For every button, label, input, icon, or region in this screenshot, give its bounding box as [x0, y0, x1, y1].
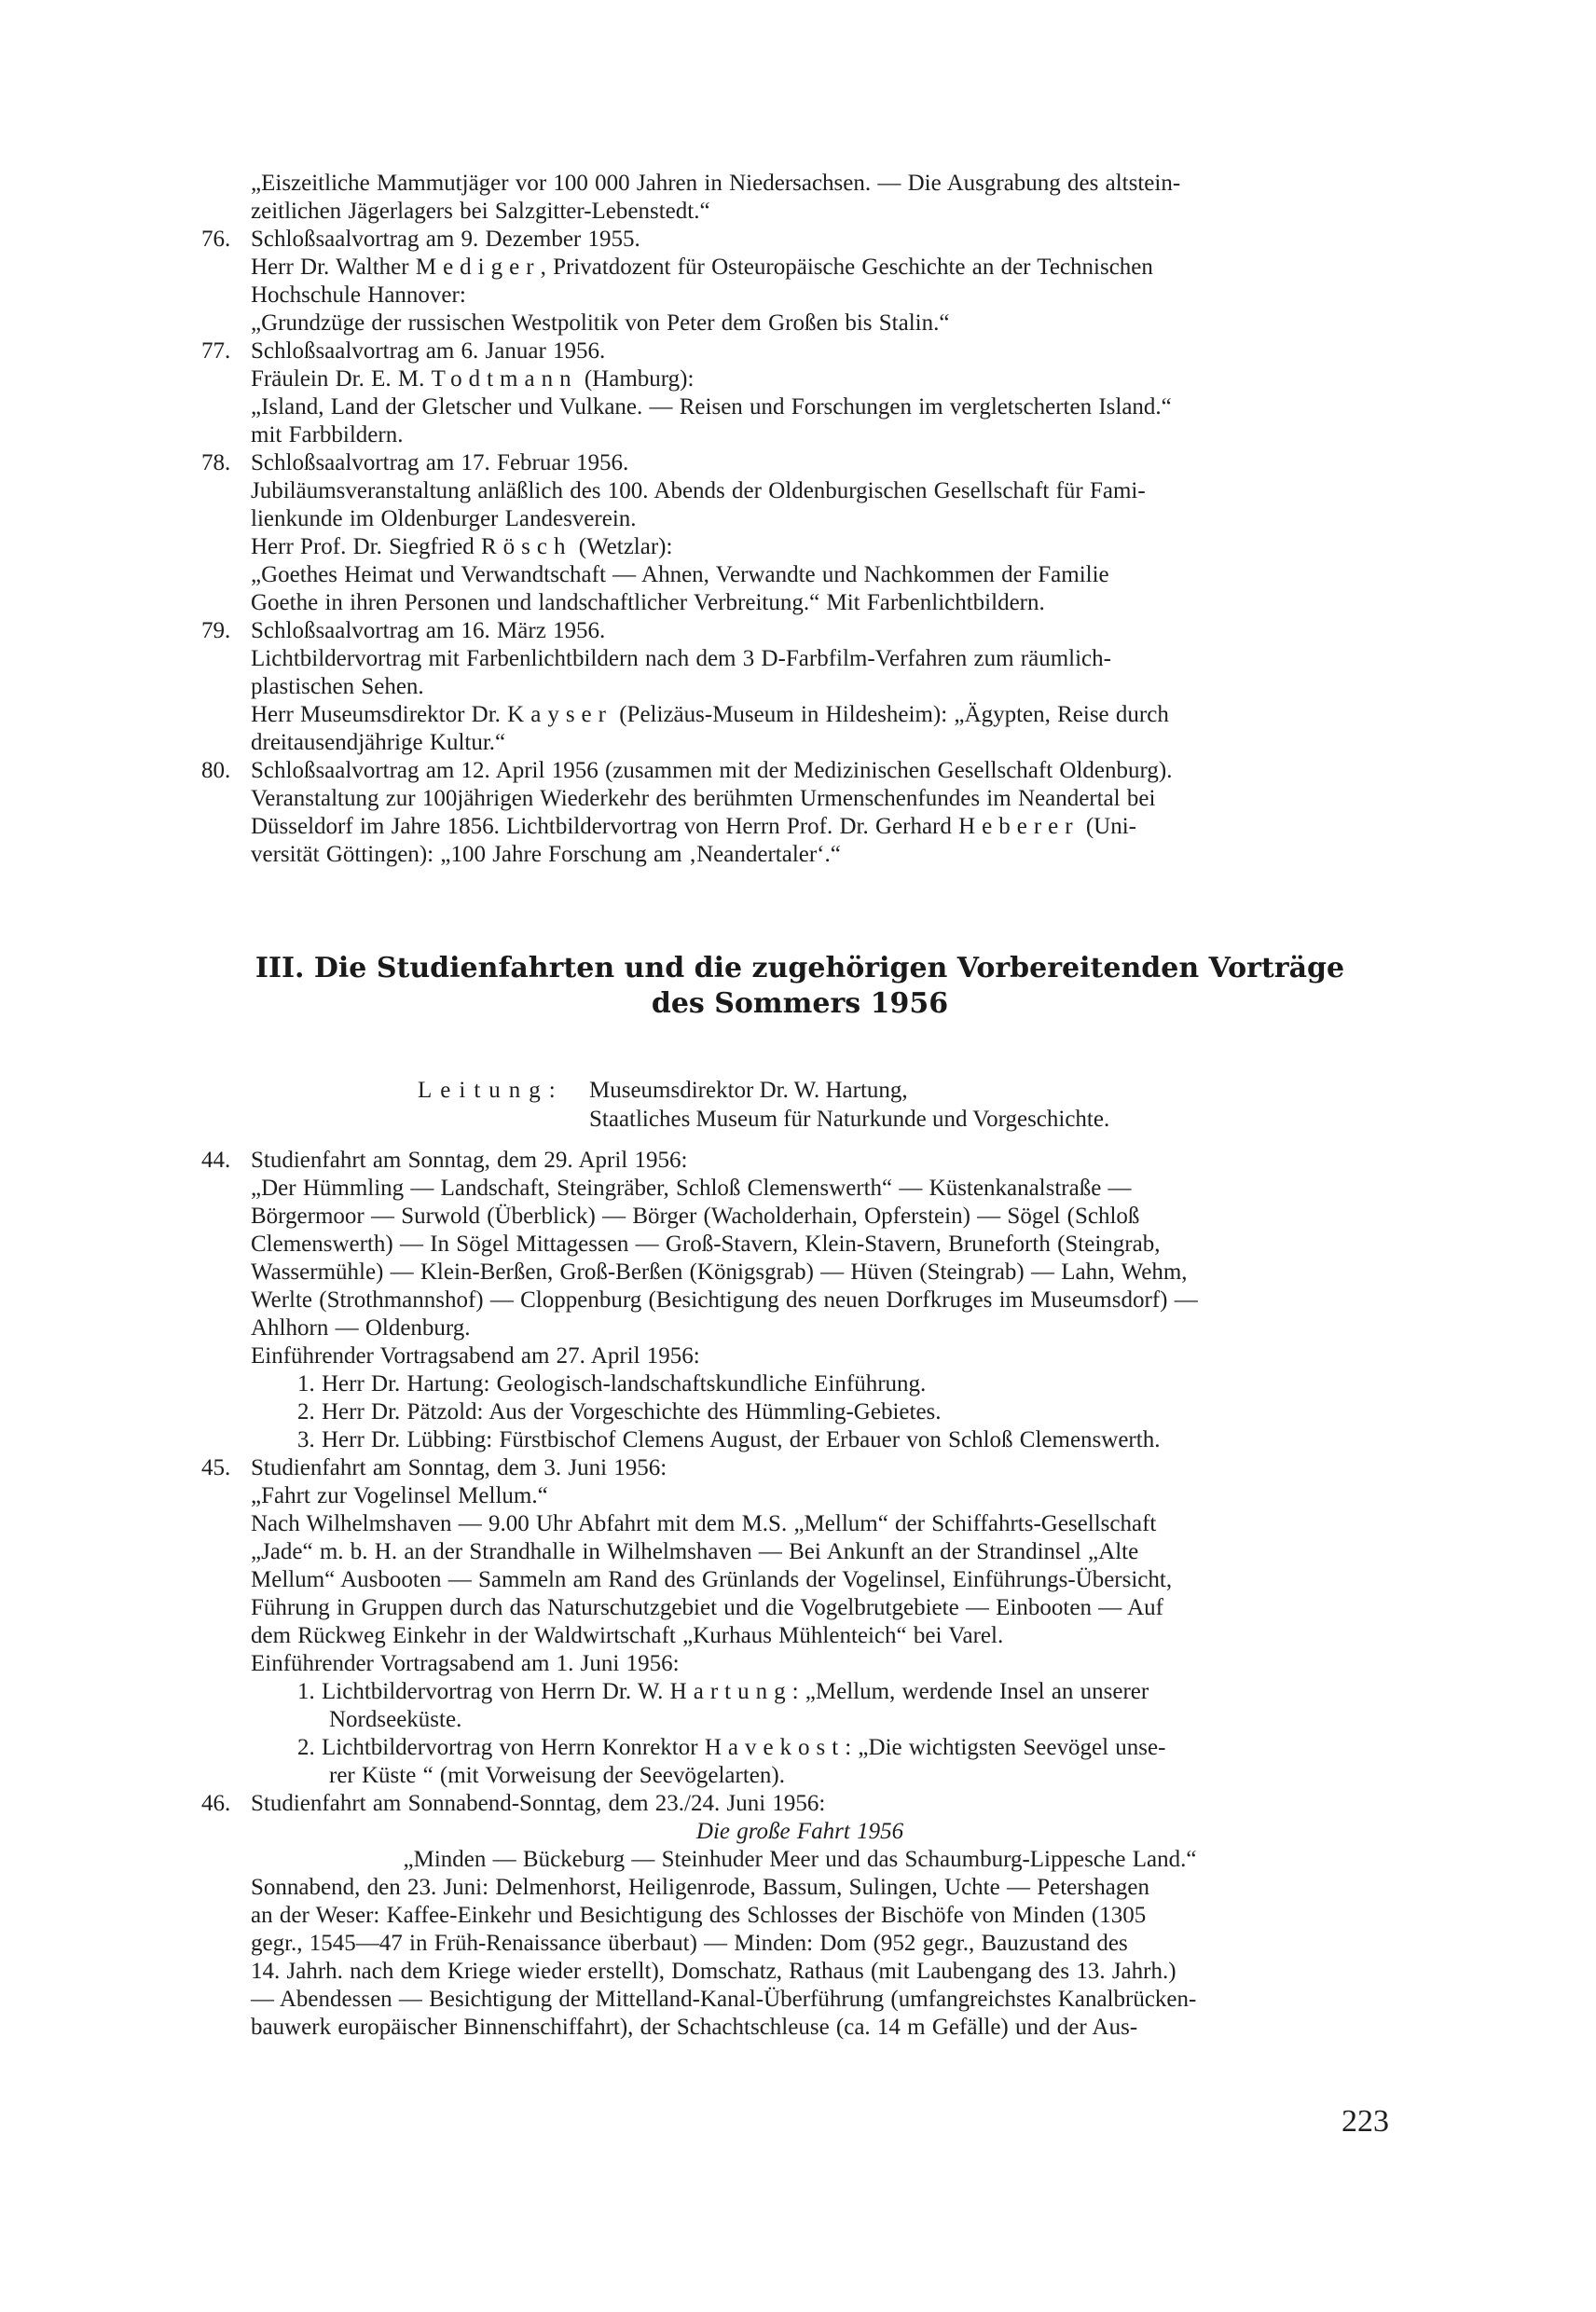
speaker-name: Rösch	[481, 534, 572, 559]
line-text: Sonnabend, den 23. Juni: Delmenhorst, Heiligenrode, Bassum, Sulingen, Uchte — Petershagen	[251, 1875, 1150, 1900]
text-line	[201, 701, 1398, 729]
speaker-name: Todtmann	[431, 366, 578, 392]
line-text	[251, 533, 672, 561]
line-text: Mellum“ Ausbooten — Sammeln am Rand des Grünlands der Vogelinsel, Einführungs-Übersicht,	[251, 1567, 1173, 1592]
line-text: zeitlichen Jägerlagers bei Salzgitter-Lebenstedt.“	[251, 199, 710, 224]
text-line	[201, 254, 1398, 282]
line-text: Ahlhorn — Oldenburg.	[251, 1315, 471, 1341]
text-line	[201, 1231, 1398, 1259]
text-line	[201, 1398, 1398, 1426]
section-heading	[201, 951, 1398, 1022]
sub-item	[297, 1678, 1149, 1706]
line-text: „Jade“ m. b. H. an der Strandhalle in Wilhelmshaven — Bei Ankunft an der Strandinsel „Alte	[251, 1539, 1139, 1564]
text-line	[201, 1482, 1398, 1510]
entry-number: 46.	[201, 1791, 231, 1816]
text-line	[201, 1370, 1398, 1398]
line-text: „Eiszeitliche Mammutjäger vor 100 000 Jahren in Niedersachsen. — Die Ausgrabung des altstein-	[251, 171, 1181, 196]
text-line	[201, 198, 1398, 226]
line-text: mit Farbbildern.	[251, 422, 404, 447]
line-text: „Fahrt zur Vogelinsel Mellum.“	[251, 1483, 548, 1508]
lectures-list	[201, 170, 1398, 869]
text-line	[201, 393, 1398, 421]
section-heading-line2: des Sommers 1956	[651, 987, 949, 1020]
line-text: dreitausendjährige Kultur.“	[251, 730, 506, 755]
line-text: Börgermoor — Surwold (Überblick) — Börger (Wacholderhain, Opferstein) — Sögel (Schloß	[251, 1204, 1140, 1229]
line-text: Studienfahrt am Sonnabend-Sonntag, dem 23./24. Juni 1956:	[251, 1791, 826, 1816]
entry-number: 80.	[201, 758, 231, 783]
line-text: Schloßsaalvortrag am 12. April 1956 (zusammen mit der Medizinischen Gesellschaft Oldenburg).	[251, 758, 1173, 783]
line-text: plastischen Sehen.	[251, 674, 424, 699]
text-line	[201, 2014, 1398, 2042]
line-text	[251, 365, 694, 393]
line-text: Wassermühle) — Klein-Berßen, Groß-Berßen (Königsgrab) — Hüven (Steingrab) — Lahn, Wehm,	[251, 1259, 1188, 1285]
text-line	[201, 1538, 1398, 1566]
text-line	[201, 1314, 1398, 1342]
line-text: gegr., 1545—47 in Früh-Renaissance überbaut) — Minden: Dom (952 gegr., Bauzustand des	[251, 1931, 1128, 1956]
entry-number: 77.	[201, 338, 231, 364]
text-line	[201, 282, 1398, 310]
speaker-name: Hartung	[669, 1679, 792, 1704]
text-line	[201, 841, 1398, 869]
line-text-part: Herr Dr. Walther	[251, 255, 416, 280]
line-text: Studienfahrt am Sonntag, dem 3. Juni 1956:	[251, 1455, 667, 1480]
line-text: „Island, Land der Gletscher und Vulkane. — Reisen und Forschungen im vergletscherten Island.“	[251, 394, 1172, 420]
text-line	[201, 1454, 1398, 1482]
sub-item: 3. Herr Dr. Lübbing: Fürstbischof Clemens August, der Erbauer von Schloß Clemenswerth.	[297, 1427, 1161, 1452]
line-text: Clemenswerth) — In Sögel Mittagessen — Groß-Stavern, Klein-Stavern, Bruneforth (Steingrab,	[251, 1232, 1161, 1257]
text-line	[201, 813, 1398, 841]
text-line	[201, 1846, 1398, 1874]
line-text-part: , Privatdozent für Osteuropäische Geschichte an der Technischen	[540, 255, 1153, 280]
line-text: — Abendessen — Besichtigung der Mittelland-Kanal-Überführung (umfangreichstes Kanalbrücken-	[251, 1987, 1197, 2012]
leitung-line2: Staatliches Museum für Naturkunde und Vorgeschichte.	[589, 1107, 1110, 1132]
text-line	[201, 310, 1398, 337]
line-text: Führung in Gruppen durch das Naturschutzgebiet und die Vogelbrutgebiete — Einbooten — Auf	[251, 1595, 1163, 1620]
text-line	[201, 1203, 1398, 1231]
text-line	[201, 1678, 1398, 1706]
line-text: bauwerk europäischer Binnenschiffahrt), der Schachtschleuse (ca. 14 m Gefälle) und der Aus-	[251, 2015, 1138, 2040]
line-text: Werlte (Strothmannshof) — Cloppenburg (Besichtigung des neuen Dorfkruges im Museumsdorf) —	[251, 1287, 1198, 1313]
excursions-list	[201, 1147, 1398, 2042]
text-line	[201, 1734, 1398, 1762]
text-line	[201, 1622, 1398, 1650]
text-line	[201, 1874, 1398, 1902]
line-text-part: (Pelizäus-Museum in Hildesheim): „Ägypten, Reise durch	[612, 702, 1169, 727]
text-line	[201, 589, 1398, 617]
text-line	[201, 1818, 1398, 1846]
text-line	[201, 226, 1398, 254]
text-line	[201, 1426, 1398, 1454]
line-text-part: Fräulein Dr. E. M.	[251, 366, 432, 392]
page-number: 223	[1341, 2104, 1389, 2139]
line-text: Lichtbildervortrag mit Farbenlichtbildern nach dem 3 D-Farbfilm-Verfahren zum räumlich-	[251, 646, 1111, 671]
text-line	[201, 505, 1398, 533]
text-line	[201, 365, 1398, 393]
line-text-part: 1. Lichtbildervortrag von Herrn Dr. W.	[297, 1679, 670, 1704]
text-line	[201, 449, 1398, 477]
text-line	[201, 1259, 1398, 1287]
sub-item-continuation: Nordseeküste.	[329, 1707, 462, 1732]
speaker-name: Mediger	[415, 255, 541, 280]
line-text-part: Herr Prof. Dr. Siegfried	[251, 534, 481, 559]
line-text: Jubiläumsveranstaltung anläßlich des 100. Abends der Oldenburgischen Gesellschaft für Fami-	[251, 478, 1146, 503]
line-text-part: Düsseldorf im Jahre 1856. Lichtbildervortrag von Herrn Prof. Dr. Gerhard	[251, 814, 959, 839]
text-line	[201, 1706, 1398, 1734]
leitung-line1: Museumsdirektor Dr. W. Hartung,	[589, 1078, 908, 1103]
line-text-part: 2. Lichtbildervortrag von Herrn Konrektor	[297, 1735, 705, 1760]
line-text: Einführender Vortragsabend am 1. Juni 1956:	[251, 1651, 680, 1676]
leitung-label: Leitung:	[418, 1078, 564, 1103]
text-line	[201, 1287, 1398, 1314]
sub-item: 2. Herr Dr. Pätzold: Aus der Vorgeschichte des Hümmling-Gebietes.	[297, 1399, 942, 1424]
text-line	[201, 1650, 1398, 1678]
trip-title: Die große Fahrt 1956	[695, 1819, 904, 1844]
text-line	[201, 673, 1398, 701]
text-line	[201, 617, 1398, 645]
text-line	[201, 337, 1398, 365]
text-line	[201, 1566, 1398, 1594]
line-text	[251, 701, 1169, 729]
text-line	[201, 1147, 1398, 1175]
text-line	[201, 1930, 1398, 1958]
line-text: Schloßsaalvortrag am 17. Februar 1956.	[251, 450, 629, 475]
line-text: Schloßsaalvortrag am 16. März 1956.	[251, 618, 606, 643]
line-text: 14. Jahrh. nach dem Kriege wieder erstellt), Domschatz, Rathaus (mit Laubengang des 13. Jahrh.)	[251, 1959, 1176, 1984]
line-text: „Der Hümmling — Landschaft, Steingräber, Schloß Clemenswerth“ — Küstenkanalstraße —	[251, 1176, 1132, 1201]
line-text: lienkunde im Oldenburger Landesverein.	[251, 506, 637, 531]
line-text: an der Weser: Kaffee-Einkehr und Besichtigung des Schlosses der Bischöfe von Minden (1305	[251, 1903, 1147, 1928]
line-text-part: (Wetzlar):	[571, 534, 673, 559]
line-text-part: : „Mellum, werdende Insel an unserer	[791, 1679, 1149, 1704]
line-text-part: (Uni-	[1079, 814, 1137, 839]
entry-number: 79.	[201, 618, 231, 643]
text-line	[201, 561, 1398, 589]
text-line	[201, 1510, 1398, 1538]
sub-item-continuation: rer Küste “ (mit Vorweisung der Seevögelarten).	[329, 1763, 785, 1788]
line-text: Einführender Vortragsabend am 27. April 1956:	[251, 1343, 700, 1369]
line-text: „Grundzüge der russischen Westpolitik von Peter dem Großen bis Stalin.“	[251, 310, 950, 336]
line-text	[251, 254, 1153, 282]
text-line	[201, 1958, 1398, 1986]
entry-number: 76.	[201, 227, 231, 252]
text-line	[201, 1902, 1398, 1930]
text-line	[201, 1986, 1398, 2014]
speaker-name: Heberer	[958, 814, 1080, 839]
text-line	[201, 785, 1398, 813]
line-text: Studienfahrt am Sonntag, dem 29. April 1956:	[251, 1148, 688, 1173]
entry-number: 44.	[201, 1148, 231, 1173]
line-text: Hochschule Hannover:	[251, 282, 466, 308]
text-line	[201, 729, 1398, 757]
entry-number: 45.	[201, 1455, 231, 1480]
line-text: Schloßsaalvortrag am 9. Dezember 1955.	[251, 227, 640, 252]
text-line	[201, 1594, 1398, 1622]
line-text: versität Göttingen): „100 Jahre Forschung am ‚Neandertaler‘.“	[251, 842, 841, 867]
text-line	[201, 1342, 1398, 1370]
line-text: dem Rückweg Einkehr in der Waldwirtschaft „Kurhaus Mühlenteich“ bei Varel.	[251, 1623, 1004, 1648]
sub-item	[297, 1734, 1165, 1762]
line-text: Schloßsaalvortrag am 6. Januar 1956.	[251, 338, 606, 364]
trip-route: „Minden — Bückeburg — Steinhuder Meer und das Schaumburg-Lippesche Land.“	[403, 1847, 1197, 1872]
line-text-part: Herr Museumsdirektor Dr.	[251, 702, 508, 727]
line-text	[251, 813, 1136, 841]
text-line	[201, 477, 1398, 505]
line-text: Veranstaltung zur 100jährigen Wiederkehr des berühmten Urmenschenfundes im Neandertal bei	[251, 786, 1156, 811]
text-line	[201, 645, 1398, 673]
speaker-name: Havekost	[704, 1735, 846, 1760]
text-line	[201, 1175, 1398, 1203]
line-text: Nach Wilhelmshaven — 9.00 Uhr Abfahrt mit dem M.S. „Mellum“ der Schiffahrts-Gesellschaft	[251, 1511, 1157, 1536]
text-line	[201, 421, 1398, 449]
line-text: „Goethes Heimat und Verwandtschaft — Ahnen, Verwandte und Nachkommen der Familie	[251, 562, 1109, 587]
text-line	[201, 757, 1398, 785]
line-text: Goethe in ihren Personen und landschaftlicher Verbreitung.“ Mit Farbenlichtbildern.	[251, 590, 1045, 615]
entry-number: 78.	[201, 450, 231, 475]
text-line	[201, 1790, 1398, 1818]
line-text-part: (Hamburg):	[577, 366, 695, 392]
speaker-name: Kayser	[507, 702, 612, 727]
section-heading-line1: III. Die Studienfahrten und die zugehörigen Vorbereitenden Vorträge	[255, 952, 1345, 984]
sub-item: 1. Herr Dr. Hartung: Geologisch-landschaftskundliche Einführung.	[297, 1371, 927, 1397]
text-line	[201, 1762, 1398, 1790]
line-text-part: : „Die wichtigsten Seevögel unse-	[845, 1735, 1166, 1760]
text-line	[201, 533, 1398, 561]
text-line	[201, 170, 1398, 198]
